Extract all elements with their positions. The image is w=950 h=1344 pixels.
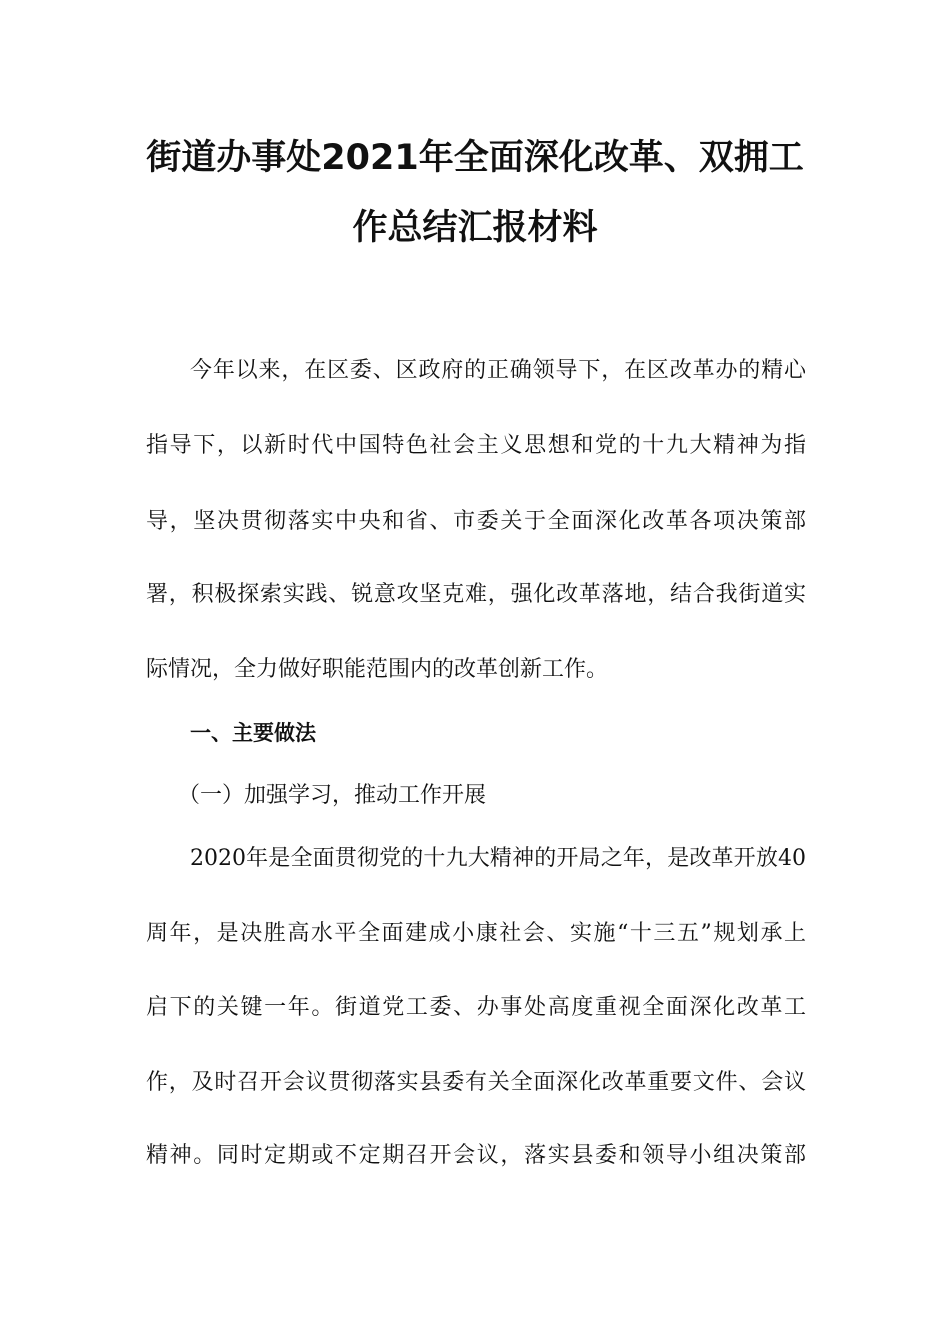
- body-line-2: 周年，是决胜高水平全面建成小康社会、实施“十三五”规划承上: [146, 921, 806, 946]
- body-line-4: 作，及时召开会议贯彻落实县委有关全面深化改革重要文件、会议: [146, 1070, 806, 1095]
- subsection-heading: （一）加强学习，推动工作开展: [178, 783, 487, 808]
- body-line-1: 2020年是全面贯彻党的十九大精神的开局之年，是改革开放40: [190, 846, 806, 871]
- intro-line-5: 际情况，全力做好职能范围内的改革创新工作。: [146, 657, 609, 682]
- intro-line-3: 导，坚决贯彻落实中央和省、市委关于全面深化改革各项决策部: [146, 509, 806, 534]
- section-heading: 一、主要做法: [190, 721, 316, 745]
- intro-line-2: 指导下，以新时代中国特色社会主义思想和党的十九大精神为指: [146, 433, 806, 458]
- document-title-line-2: 作总结汇报材料: [352, 208, 598, 248]
- body-line-3: 启下的关键一年。街道党工委、办事处高度重视全面深化改革工: [146, 995, 806, 1020]
- document-title-line-1: 街道办事处2021年全面深化改革、双拥工: [146, 138, 804, 178]
- intro-line-4: 署，积极探索实践、锐意攻坚克难，强化改革落地，结合我街道实: [146, 582, 806, 607]
- intro-line-1: 今年以来，在区委、区政府的正确领导下，在区改革办的精心: [190, 358, 806, 383]
- body-line-5: 精神。同时定期或不定期召开会议，落实县委和领导小组决策部: [146, 1143, 806, 1168]
